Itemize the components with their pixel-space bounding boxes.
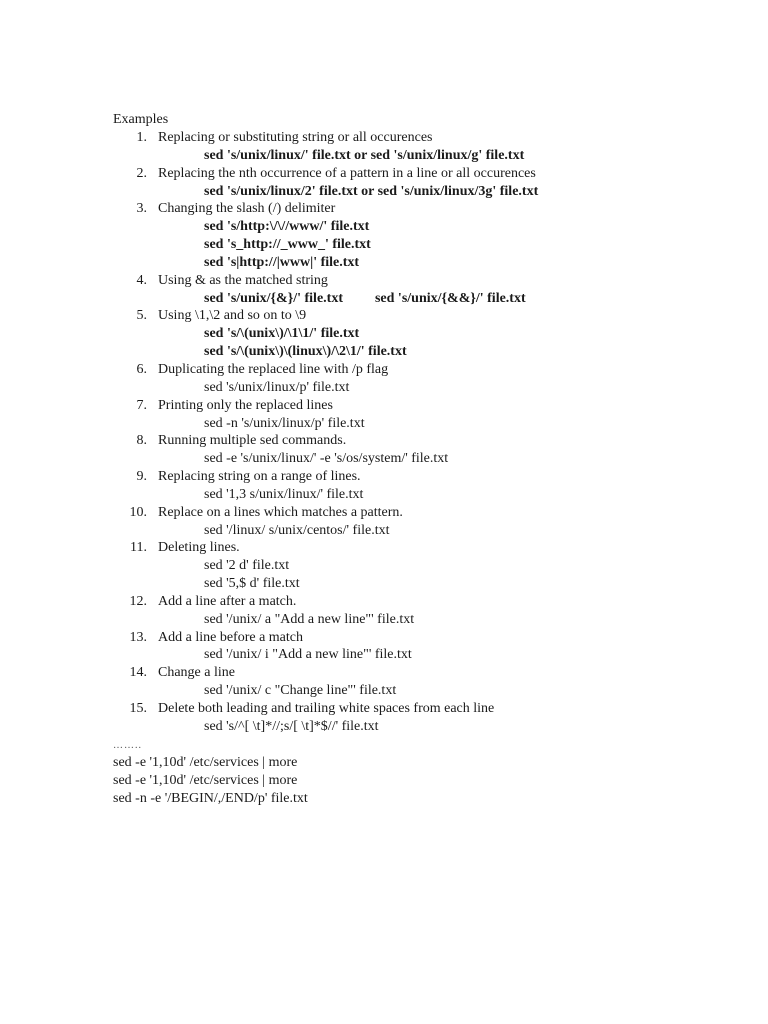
command-line: sed 's/unix/linux/2' file.txt or sed 's/unix/linux/3g' file.txt	[204, 183, 539, 199]
list-item-row	[113, 165, 733, 183]
command-line: sed '/unix/ c "Change line"' file.txt	[204, 683, 397, 699]
extra-command-line: sed -e '1,10d' /etc/services | more	[113, 773, 298, 788]
extra-command-line: sed -n -e '/BEGIN/,/END/p' file.txt	[113, 791, 308, 806]
list-item	[113, 272, 733, 308]
list-item-row	[113, 307, 733, 325]
list-item-row	[113, 397, 733, 415]
command-line: sed -e 's/unix/linux/' -e 's/os/system/' file.txt	[204, 451, 449, 467]
list-item	[113, 504, 733, 540]
list-item-number: 4.	[136, 272, 147, 288]
command-line: sed 's_http://_www_' file.txt	[204, 237, 371, 253]
list-item-number: 9.	[136, 469, 147, 485]
list-item-title: Replace on a lines which matches a pattern.	[158, 504, 403, 520]
list-item-title: Replacing string on a range of lines.	[158, 469, 361, 485]
list-item-row	[113, 361, 733, 379]
list-item-number: 6.	[136, 361, 147, 377]
list-item-number: 12.	[129, 593, 147, 609]
list-item-title: Delete both leading and trailing white spaces from each line	[158, 701, 495, 716]
list-item-row	[113, 468, 733, 486]
command-text: sed 's/unix/{&&}/' file.txt	[374, 290, 526, 306]
command-line: sed 's/unix/linux/p' file.txt	[204, 379, 350, 395]
list-item-number: 13.	[129, 629, 147, 645]
list-item	[113, 432, 733, 468]
command-line: sed 's/unix/linux/' file.txt or sed 's/unix/linux/g' file.txt	[204, 147, 525, 163]
list-item-number: 10.	[129, 504, 147, 520]
command-line	[113, 290, 733, 308]
list-item-title: Add a line before a match	[158, 629, 303, 645]
list-item-title: Printing only the replaced lines	[158, 397, 333, 413]
list-item-row	[113, 272, 733, 290]
list-item-row	[113, 504, 733, 522]
command-line: sed '5,$ d' file.txt	[204, 576, 300, 592]
list-item-number: 14.	[129, 665, 147, 681]
command-line: sed '/linux/ s/unix/centos/' file.txt	[204, 522, 390, 538]
list-item-row	[113, 629, 733, 647]
list-item-title: Using \1,\2 and so on to \9	[158, 308, 307, 324]
command-text: sed 's/unix/{&}/' file.txt	[204, 290, 343, 306]
list-item-number: 8.	[136, 433, 147, 449]
list-item	[113, 539, 733, 593]
list-item-number: 5.	[136, 308, 147, 324]
list-item-number: 3.	[136, 201, 147, 217]
list-item-title: Using & as the matched string	[158, 272, 328, 288]
list-item	[113, 200, 733, 271]
command-line: sed 's/\(unix\)\(linux\)/\2\1/' file.txt	[204, 344, 407, 360]
list-item	[113, 593, 733, 629]
command-line: sed 's/http:\/\//www/' file.txt	[204, 219, 370, 235]
examples-list	[113, 129, 733, 736]
list-item-number: 7.	[136, 397, 147, 413]
command-line: sed '2 d' file.txt	[204, 558, 290, 574]
examples-heading: Examples	[113, 112, 169, 127]
list-item-row	[113, 432, 733, 450]
list-item-row	[113, 593, 733, 611]
list-item	[113, 629, 733, 665]
separator-dots: ……..	[113, 740, 142, 751]
command-line: sed '1,3 s/unix/linux/' file.txt	[204, 486, 364, 502]
list-item	[113, 129, 733, 165]
command-line: sed '/unix/ i "Add a new line"' file.txt	[204, 647, 412, 663]
command-line: sed 's/^[ \t]*//;s/[ \t]*$//' file.txt	[204, 718, 379, 734]
list-item-title: Deleting lines.	[158, 540, 240, 556]
list-item-title: Running multiple sed commands.	[158, 433, 347, 449]
list-item	[113, 165, 733, 201]
list-item-number: 2.	[136, 165, 147, 181]
list-item-row	[113, 539, 733, 557]
command-line: sed '/unix/ a "Add a new line"' file.txt	[204, 611, 415, 627]
list-item	[113, 307, 733, 361]
list-item-number: 11.	[130, 540, 147, 556]
list-item-row	[113, 664, 733, 682]
list-item-number: 1.	[136, 130, 147, 145]
command-line: sed 's|http://|www|' file.txt	[204, 254, 360, 270]
command-line: sed -n 's/unix/linux/p' file.txt	[204, 415, 365, 431]
list-item	[113, 361, 733, 397]
list-item	[113, 664, 733, 700]
list-item-title: Change a line	[158, 665, 235, 681]
list-item-number: 15.	[129, 701, 147, 716]
list-item-row	[113, 200, 733, 218]
list-item-title: Replacing or substituting string or all occurences	[158, 130, 433, 145]
list-item	[113, 700, 733, 736]
list-item	[113, 468, 733, 504]
list-item-row	[113, 129, 733, 147]
list-item-title: Add a line after a match.	[158, 593, 297, 609]
extra-commands	[113, 740, 308, 808]
extra-command-line: sed -e '1,10d' /etc/services | more	[113, 755, 298, 770]
list-item-title: Changing the slash (/) delimiter	[158, 201, 336, 217]
list-item-title: Replacing the nth occurrence of a pattern in a line or all occurences	[158, 165, 536, 181]
list-item	[113, 397, 733, 433]
command-line: sed 's/\(unix\)/\1\1/' file.txt	[204, 326, 360, 342]
list-item-row	[113, 700, 733, 718]
list-item-title: Duplicating the replaced line with /p flag	[158, 361, 389, 377]
